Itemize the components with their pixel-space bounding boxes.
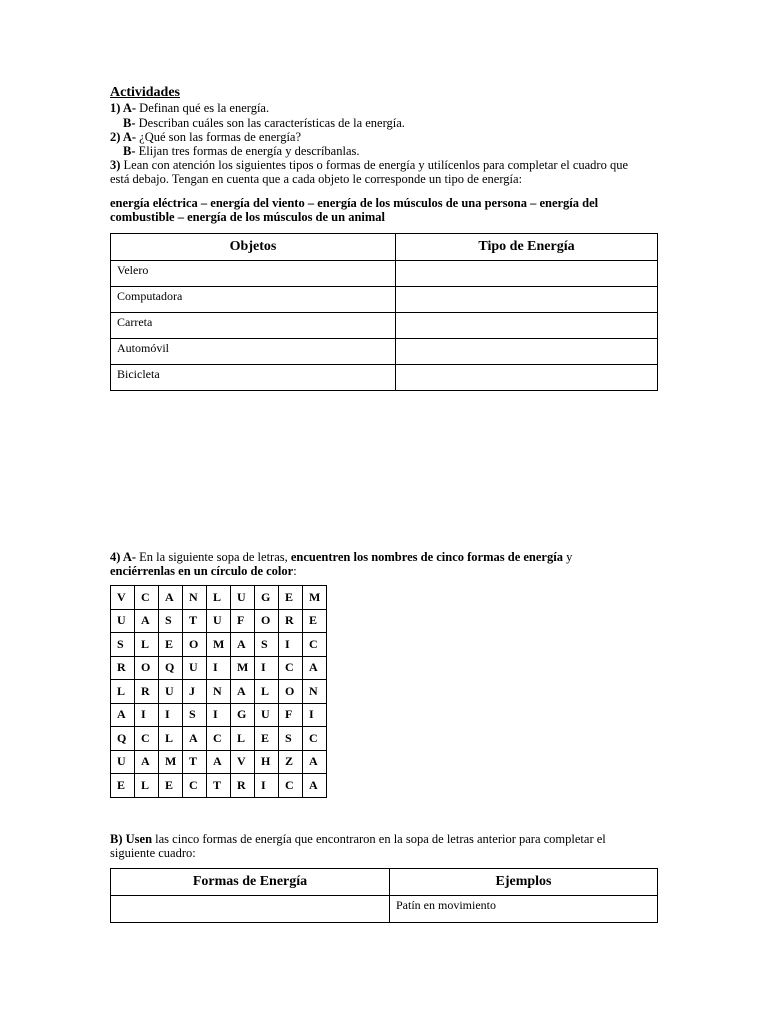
question-3-line1 <box>110 158 628 172</box>
question-3-number: 3) <box>110 158 121 172</box>
energy-answer-cell[interactable] <box>396 261 658 287</box>
question-4-text-1: En la siguiente sopa de letras, <box>139 550 291 564</box>
grid-letter[interactable]: L <box>207 586 231 610</box>
grid-letter[interactable]: I <box>255 774 279 798</box>
grid-letter[interactable]: A <box>207 750 231 774</box>
question-4-bold-2: enciérrenlas en un círculo de color <box>110 564 294 578</box>
grid-letter[interactable]: C <box>183 774 207 798</box>
grid-letter[interactable]: U <box>111 750 135 774</box>
question-2b-label: B- <box>123 144 136 158</box>
question-2b <box>123 144 360 158</box>
grid-letter[interactable]: I <box>255 656 279 680</box>
grid-letter[interactable]: O <box>183 633 207 657</box>
table-row <box>111 896 658 923</box>
grid-letter[interactable]: L <box>231 727 255 751</box>
grid-letter[interactable]: A <box>111 703 135 727</box>
grid-letter[interactable]: F <box>231 609 255 633</box>
question-4-line2 <box>110 564 297 578</box>
grid-letter[interactable]: G <box>231 703 255 727</box>
table-row <box>111 261 658 287</box>
question-4b-line1 <box>110 832 606 846</box>
word-search-grid <box>110 585 327 798</box>
grid-letter[interactable]: L <box>111 680 135 704</box>
grid-letter[interactable]: T <box>183 750 207 774</box>
question-2b-text: Elijan tres formas de energía y descríbanlas. <box>138 144 360 158</box>
question-4-line1 <box>110 550 572 564</box>
grid-letter[interactable]: U <box>183 656 207 680</box>
grid-letter[interactable]: A <box>183 727 207 751</box>
grid-letter[interactable]: C <box>135 586 159 610</box>
grid-letter[interactable]: E <box>159 774 183 798</box>
header-ejemplos: Ejemplos <box>390 869 658 896</box>
question-3-line2: está debajo. Tengan en cuenta que a cada objeto le corresponde un tipo de energía: <box>110 172 523 186</box>
object-cell: Automóvil <box>111 339 396 365</box>
table-row <box>111 287 658 313</box>
grid-letter[interactable]: E <box>111 774 135 798</box>
grid-letter[interactable]: L <box>135 633 159 657</box>
grid-letter[interactable]: M <box>207 633 231 657</box>
grid-letter[interactable]: A <box>135 750 159 774</box>
grid-letter[interactable]: O <box>255 609 279 633</box>
grid-letter[interactable]: R <box>231 774 255 798</box>
grid-letter[interactable]: S <box>111 633 135 657</box>
question-2a <box>110 130 301 144</box>
grid-letter[interactable]: T <box>183 609 207 633</box>
question-2a-number: 2) A- <box>110 130 137 144</box>
table-row <box>111 313 658 339</box>
grid-letter[interactable]: E <box>255 727 279 751</box>
question-1b <box>123 116 405 130</box>
energy-form-answer-cell[interactable] <box>111 896 390 923</box>
table-header-row <box>111 234 658 261</box>
grid-letter[interactable]: C <box>303 633 327 657</box>
grid-letter[interactable]: A <box>303 750 327 774</box>
energy-answer-cell[interactable] <box>396 365 658 391</box>
grid-letter[interactable]: O <box>279 680 303 704</box>
grid-letter[interactable]: I <box>159 703 183 727</box>
grid-letter[interactable]: I <box>279 633 303 657</box>
question-4-bold-1: encuentren los nombres de cinco formas de energía <box>290 550 563 564</box>
grid-letter[interactable]: V <box>111 586 135 610</box>
grid-letter[interactable]: R <box>111 656 135 680</box>
question-1a <box>110 101 269 115</box>
grid-row <box>111 774 327 798</box>
table-row <box>111 339 658 365</box>
object-cell: Bicicleta <box>111 365 396 391</box>
grid-letter[interactable]: E <box>279 586 303 610</box>
question-2a-text: ¿Qué son las formas de energía? <box>139 130 302 144</box>
question-4-number: 4) A- <box>110 550 137 564</box>
question-4b-label: B) Usen <box>110 832 153 846</box>
table-header-row <box>111 869 658 896</box>
grid-letter[interactable]: S <box>255 633 279 657</box>
grid-letter[interactable]: R <box>135 680 159 704</box>
grid-letter[interactable]: U <box>231 586 255 610</box>
grid-letter[interactable]: A <box>159 586 183 610</box>
grid-letter[interactable]: Z <box>279 750 303 774</box>
grid-letter[interactable]: M <box>159 750 183 774</box>
grid-letter[interactable]: A <box>135 609 159 633</box>
object-cell: Computadora <box>111 287 396 313</box>
question-4b-text-1: las cinco formas de energía que encontraron en la sopa de letras anterior para completar el <box>152 832 606 846</box>
question-4b-line2: siguiente cuadro: <box>110 846 196 860</box>
grid-letter[interactable]: C <box>279 656 303 680</box>
grid-letter[interactable]: Q <box>111 727 135 751</box>
grid-row <box>111 609 327 633</box>
grid-row <box>111 703 327 727</box>
grid-letter[interactable]: L <box>159 727 183 751</box>
grid-letter[interactable]: U <box>207 609 231 633</box>
energy-answer-cell[interactable] <box>396 313 658 339</box>
grid-letter[interactable]: I <box>207 656 231 680</box>
grid-letter[interactable]: S <box>279 727 303 751</box>
grid-letter[interactable]: S <box>159 609 183 633</box>
grid-letter[interactable]: C <box>303 727 327 751</box>
grid-letter[interactable]: S <box>183 703 207 727</box>
grid-letter[interactable]: F <box>279 703 303 727</box>
grid-letter[interactable]: V <box>231 750 255 774</box>
grid-row <box>111 586 327 610</box>
question-1b-label: B- <box>123 116 136 130</box>
grid-letter[interactable]: J <box>183 680 207 704</box>
grid-row <box>111 633 327 657</box>
grid-letter[interactable]: N <box>207 680 231 704</box>
question-1a-number: 1) A- <box>110 101 137 115</box>
grid-letter[interactable]: C <box>207 727 231 751</box>
grid-letter[interactable]: C <box>279 774 303 798</box>
grid-letter[interactable]: R <box>279 609 303 633</box>
grid-letter[interactable]: H <box>255 750 279 774</box>
grid-letter[interactable]: U <box>255 703 279 727</box>
grid-letter[interactable]: I <box>135 703 159 727</box>
energy-answer-cell[interactable] <box>396 287 658 313</box>
question-3-text-1: Lean con atención los siguientes tipos o formas de energía y utilícenlos para completar el cuadro que <box>123 158 629 172</box>
grid-letter[interactable]: U <box>159 680 183 704</box>
header-objetos: Objetos <box>111 234 396 261</box>
header-tipo-energia: Tipo de Energía <box>396 234 658 261</box>
object-cell: Carreta <box>111 313 396 339</box>
grid-letter[interactable]: A <box>303 774 327 798</box>
table-row <box>111 365 658 391</box>
grid-letter[interactable]: N <box>183 586 207 610</box>
grid-letter[interactable]: N <box>303 680 327 704</box>
object-cell: Velero <box>111 261 396 287</box>
grid-row <box>111 680 327 704</box>
grid-letter[interactable]: E <box>303 609 327 633</box>
grid-letter[interactable]: L <box>255 680 279 704</box>
energy-answer-cell[interactable] <box>396 339 658 365</box>
grid-row <box>111 750 327 774</box>
energy-list-line1: energía eléctrica – energía del viento – energía de los músculos de una persona – energía del <box>110 196 599 210</box>
grid-letter[interactable]: M <box>303 586 327 610</box>
example-cell: Patín en movimiento <box>390 896 658 923</box>
question-1a-text: Definan qué es la energía. <box>139 101 270 115</box>
grid-letter[interactable]: A <box>231 633 255 657</box>
header-formas-energia: Formas de Energía <box>111 869 390 896</box>
question-4-text-2: y <box>562 550 573 564</box>
question-4-text-3: : <box>293 564 297 578</box>
grid-letter[interactable]: M <box>231 656 255 680</box>
forms-examples-table <box>110 868 658 923</box>
grid-letter[interactable]: G <box>255 586 279 610</box>
grid-letter[interactable]: A <box>231 680 255 704</box>
energy-list-line2: combustible – energía de los músculos de un animal <box>110 210 386 224</box>
question-1b-text: Describan cuáles son las características de la energía. <box>138 116 405 130</box>
grid-letter[interactable]: L <box>135 774 159 798</box>
grid-letter[interactable]: U <box>111 609 135 633</box>
grid-row <box>111 727 327 751</box>
grid-letter[interactable]: Q <box>159 656 183 680</box>
grid-letter[interactable]: O <box>135 656 159 680</box>
objects-energy-table <box>110 233 658 391</box>
grid-letter[interactable]: I <box>207 703 231 727</box>
grid-letter[interactable]: I <box>303 703 327 727</box>
grid-letter[interactable]: A <box>303 656 327 680</box>
grid-letter[interactable]: T <box>207 774 231 798</box>
grid-letter[interactable]: E <box>159 633 183 657</box>
grid-letter[interactable]: C <box>135 727 159 751</box>
grid-row <box>111 656 327 680</box>
page-title: Actividades <box>110 85 180 100</box>
